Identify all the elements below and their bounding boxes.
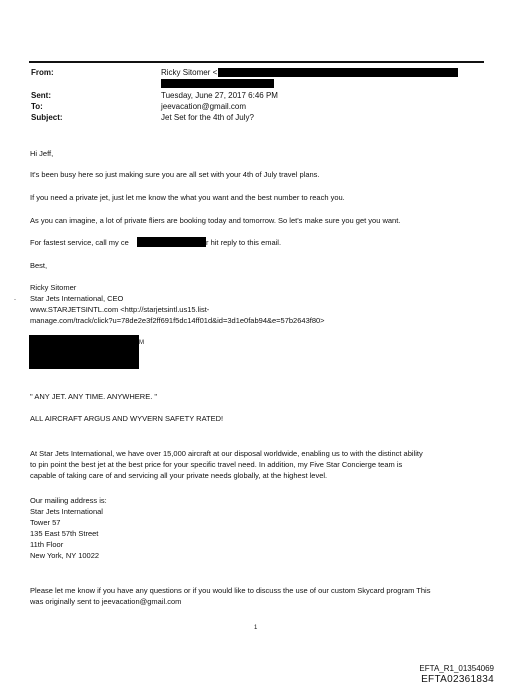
margin-mark: -: [14, 297, 16, 303]
signature-link-line2[interactable]: manage.com/track/click?u=78de2e3f2ff691f5dc14ff01d&id=3d1e0fab94&e=57b2643f80>: [30, 316, 325, 325]
address-line-1: Star Jets International: [30, 507, 103, 516]
to-value: jeevacation@gmail.com: [161, 102, 247, 111]
page-number: 1: [254, 625, 258, 631]
safety-rating: ALL AIRCRAFT ARGUS AND WYVERN SAFETY RATED!: [30, 414, 224, 423]
sent-label: Sent:: [31, 91, 51, 100]
signature-title: Star Jets International, CEO: [30, 294, 124, 303]
paragraph-3: As you can imagine, a lot of private fliers are booking today and tomorrow. So let's make sure you get you want.: [30, 216, 401, 225]
address-line-5: New York, NY 10022: [30, 551, 100, 560]
paragraph-4-end: r hit reply to this email.: [206, 238, 282, 247]
redaction-signature-block: [29, 335, 139, 369]
address-intro: Our mailing address is:: [30, 496, 107, 505]
about-line-3: capable of taking care of and servicing all your private needs globally, at the highest level.: [30, 471, 328, 480]
subject-value: Jet Set for the 4th of July?: [161, 113, 254, 122]
paragraph-1: It's been busy here so just making sure you are all set with your 4th of July travel plans.: [30, 170, 320, 179]
from-value: Ricky Sitomer <: [161, 68, 218, 77]
bates-number-large: EFTA02361834: [421, 674, 494, 685]
tagline: " ANY JET. ANY TIME. ANYWHERE. ": [30, 392, 158, 401]
redaction-phone: [137, 237, 206, 247]
address-line-4: 11th Floor: [30, 540, 64, 549]
footer-line-2: was originally sent to jeevacation@gmail.com: [30, 597, 182, 606]
sent-value: Tuesday, June 27, 2017 6:46 PM: [161, 91, 278, 100]
subject-label: Subject:: [31, 113, 63, 122]
redaction-from-email: [218, 68, 458, 77]
redaction-from-email-line2: [161, 79, 274, 88]
greeting: Hi Jeff,: [30, 149, 54, 158]
to-label: To:: [31, 102, 43, 111]
about-line-1: At Star Jets International, we have over 15,000 aircraft at our disposal worldwide, enabling us to with the distinct ability: [30, 449, 423, 458]
paragraph-2: If you need a private jet, just let me know the what you want and the best number to reach you.: [30, 193, 345, 202]
address-line-2: Tower 57: [30, 518, 61, 527]
address-line-3: 135 East 57th Street: [30, 529, 99, 538]
redaction-trailing-letter: M: [139, 340, 144, 346]
signature-name: Ricky Sitomer: [30, 283, 77, 292]
paragraph-4-start: For fastest service, call my ce: [30, 238, 129, 247]
bates-number-small: EFTA_R1_01354069: [419, 664, 494, 673]
header-rule: [29, 61, 484, 63]
from-label: From:: [31, 68, 54, 77]
closing: Best,: [30, 261, 48, 270]
signature-link-line1[interactable]: www.STARJETSINTL.com <http://starjetsintl.us15.list-: [30, 305, 210, 314]
footer-line-1: Please let me know if you have any questions or if you would like to discuss the use of our custom Skycard program This: [30, 586, 431, 595]
about-line-2: to pin point the best jet at the best price for your specific travel need. In addition, my Five Star Concierge team is: [30, 460, 403, 469]
